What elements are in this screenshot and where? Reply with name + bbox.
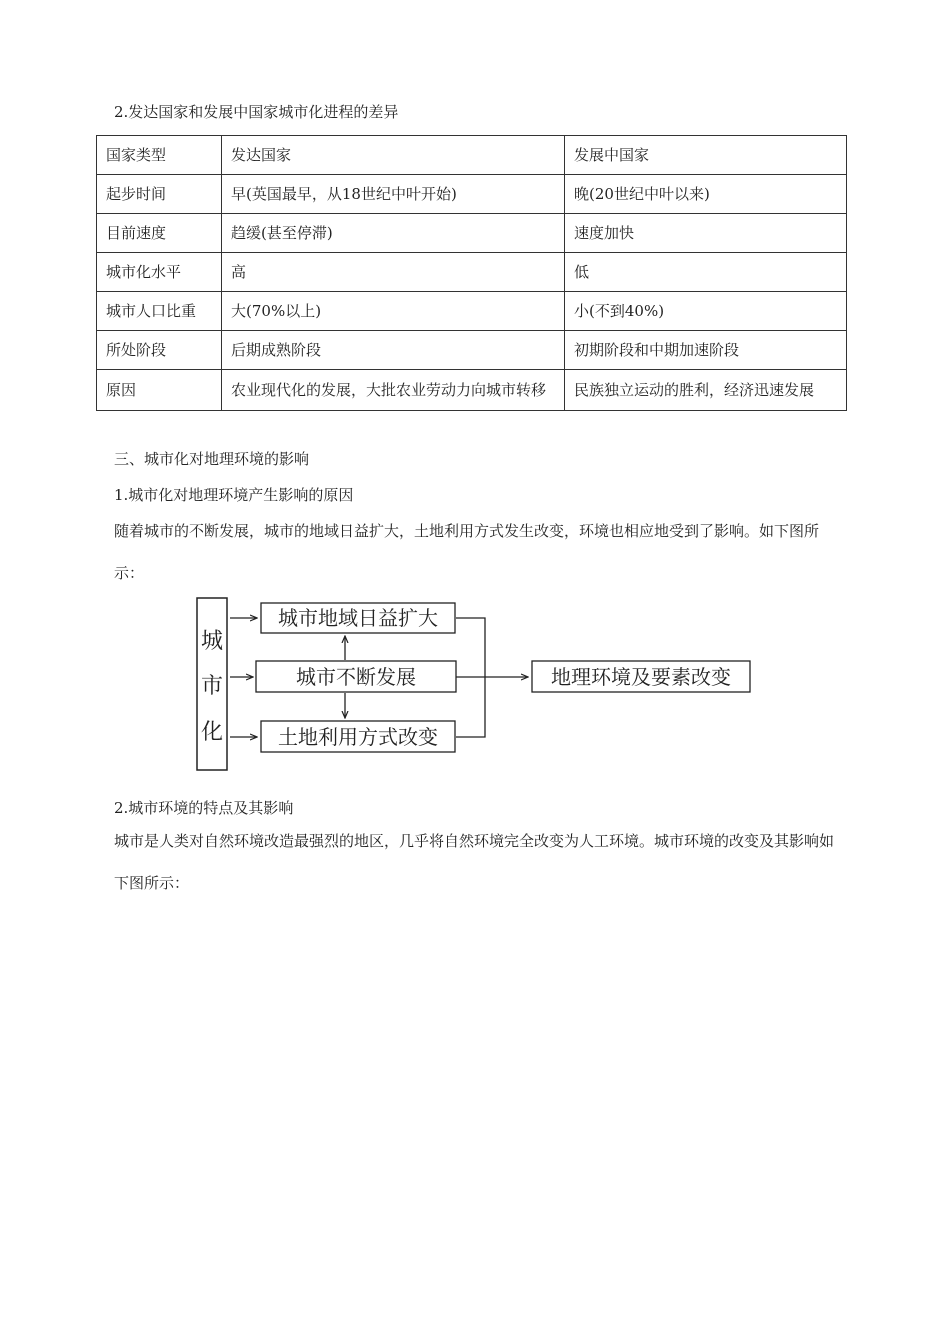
table-cell: 初期阶段和中期加速阶段 xyxy=(565,331,847,370)
table-cell: 城市人口比重 xyxy=(97,292,222,331)
table-cell: 早(英国最早，从18世纪中叶开始) xyxy=(222,175,565,214)
table-cell: 速度加快 xyxy=(565,214,847,253)
table-row xyxy=(97,292,847,331)
table-cell: 所处阶段 xyxy=(97,331,222,370)
table-cell: 目前速度 xyxy=(97,214,222,253)
urbanization-flow-diagram xyxy=(195,590,760,775)
table-row xyxy=(97,175,847,214)
comparison-table xyxy=(96,135,847,411)
header-cell: 发达国家 xyxy=(222,136,565,175)
paragraph: 随着城市的不断发展，城市的地域日益扩大，土地利用方式发生改变，环境也相应地受到了影响。如下图所示： xyxy=(114,522,820,582)
table-cell: 晚(20世纪中叶以来) xyxy=(565,175,847,214)
box-label: 土地利用方式改变 xyxy=(278,725,438,749)
table-cell: 后期成熟阶段 xyxy=(222,331,565,370)
header-cell: 发展中国家 xyxy=(565,136,847,175)
table-row xyxy=(97,214,847,253)
urbanization-char: 市 xyxy=(200,674,224,699)
box-label: 城市不断发展 xyxy=(296,665,416,689)
table-cell: 大(70%以上) xyxy=(222,292,565,331)
table-cell: 趋缓(甚至停滞) xyxy=(222,214,565,253)
header-cell: 国家类型 xyxy=(97,136,222,175)
box-label: 城市地域日益扩大 xyxy=(278,606,438,630)
urbanization-char: 化 xyxy=(200,720,224,745)
subsection-heading: 2.城市环境的特点及其影响 xyxy=(114,799,294,817)
table-cell: 原因 xyxy=(97,370,222,411)
table-row xyxy=(97,370,847,411)
table-row xyxy=(97,253,847,292)
table-cell: 农业现代化的发展，大批农业劳动力向城市转移 xyxy=(222,370,565,411)
section-heading: 三、城市化对地理环境的影响 xyxy=(114,450,310,468)
table-cell: 高 xyxy=(222,253,565,292)
section-heading: 2.发达国家和发展中国家城市化进程的差异 xyxy=(114,103,399,121)
table-cell: 低 xyxy=(565,253,847,292)
urbanization-char: 城 xyxy=(200,629,224,654)
box-label: 地理环境及要素改变 xyxy=(551,665,731,689)
table-row xyxy=(97,331,847,370)
paragraph: 城市是人类对自然环境改造最强烈的地区，几乎将自然环境完全改变为人工环境。城市环境的改变及其影响如下图所示： xyxy=(114,832,835,892)
flow-diagram-svg xyxy=(195,590,760,775)
table-cell: 起步时间 xyxy=(97,175,222,214)
subsection-heading: 1.城市化对地理环境产生影响的原因 xyxy=(114,486,354,504)
table-cell: 城市化水平 xyxy=(97,253,222,292)
table-cell: 民族独立运动的胜利，经济迅速发展 xyxy=(565,370,847,411)
table-cell: 小(不到40%) xyxy=(565,292,847,331)
table-header-row xyxy=(97,136,847,175)
